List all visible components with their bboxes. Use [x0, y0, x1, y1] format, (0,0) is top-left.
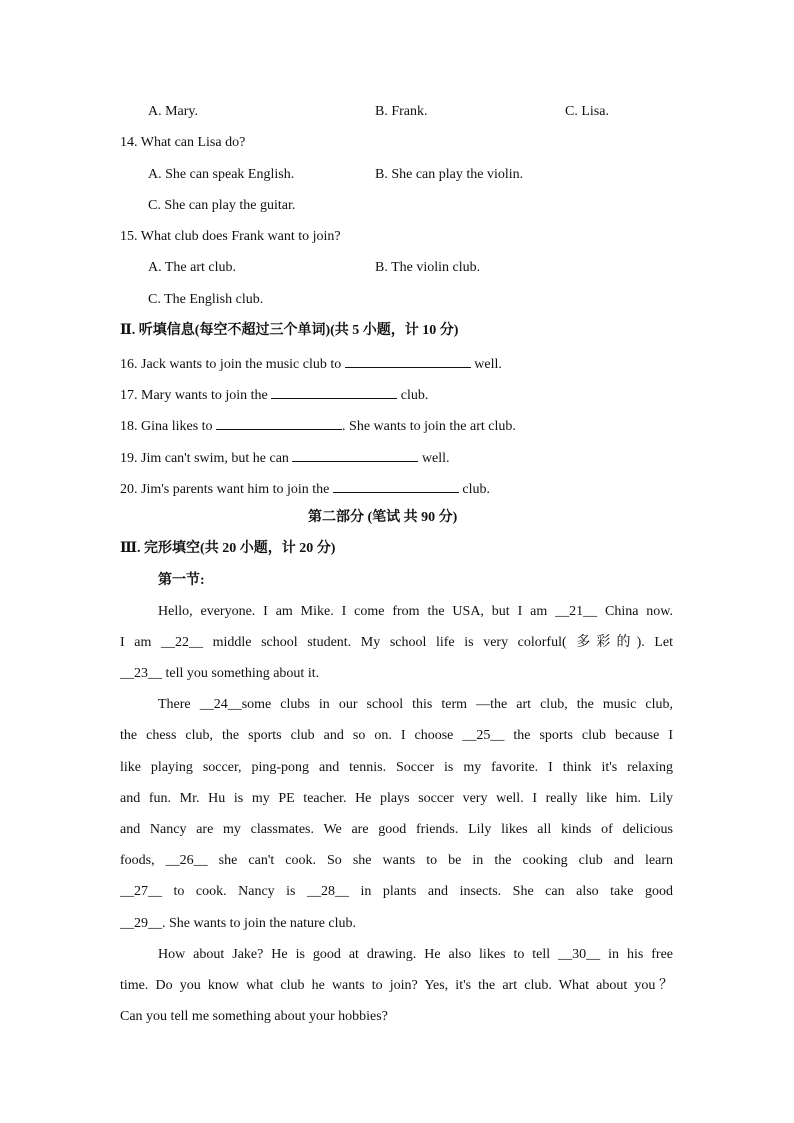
q20-text-before: 20. Jim's parents want him to join the	[120, 482, 330, 497]
q15-option-c: C. The English club.	[148, 292, 264, 307]
section-3-heading: Ⅲ. 完形填空(共 20 小题，计 20 分)	[120, 541, 336, 556]
q13-option-b: B. Frank.	[375, 104, 428, 119]
part-2-heading: 第二部分 (笔试 共 90 分)	[308, 510, 458, 525]
passage-line: and fun. Mr. Hu is my PE teacher. He plays soccer very well. I really like him. Lily	[120, 791, 673, 806]
passage-line: Hello, everyone. I am Mike. I come from the USA, but I am __21__ China now.	[158, 604, 673, 619]
q20-answer-blank[interactable]	[333, 478, 459, 493]
q19-text-after: well.	[421, 451, 450, 466]
q16-line	[120, 353, 502, 374]
q15-option-a: A. The art club.	[148, 260, 236, 275]
passage-line: How about Jake? He is good at drawing. He also likes to tell __30__ in his free	[158, 947, 673, 962]
passage-line: There __24__some clubs in our school this term —the art club, the music club,	[158, 697, 673, 712]
passage-line: __23__ tell you something about it.	[120, 666, 320, 681]
q16-text-before: 16. Jack wants to join the music club to	[120, 357, 342, 372]
q20-line	[120, 478, 490, 499]
q17-line	[120, 384, 428, 405]
q16-text-after: well.	[474, 357, 502, 372]
passage-line: foods, __26__ she can't cook. So she wants to be in the cooking club and learn	[120, 853, 673, 868]
passage-line: and Nancy are my classmates. We are good friends. Lily likes all kinds of delicious	[120, 822, 673, 837]
q19-line	[120, 447, 450, 468]
section-3-subheading: 第一节:	[158, 573, 205, 588]
passage-line: like playing soccer, ping-pong and tennis. Soccer is my favorite. I think it's relaxing	[120, 760, 673, 775]
passage-line: __29__. She wants to join the nature club.	[120, 916, 357, 931]
q19-text-before: 19. Jim can't swim, but he can	[120, 451, 289, 466]
q19-answer-blank[interactable]	[292, 447, 418, 462]
q14-option-b: B. She can play the violin.	[375, 167, 524, 182]
q14-option-a: A. She can speak English.	[148, 167, 295, 182]
q14-option-c: C. She can play the guitar.	[148, 198, 296, 213]
q17-text-before: 17. Mary wants to join the	[120, 388, 268, 403]
q14-stem: 14. What can Lisa do?	[120, 135, 246, 150]
section-2-heading: Ⅱ. 听填信息(每空不超过三个单词)(共 5 小题，计 10 分)	[120, 323, 459, 338]
q15-stem: 15. What club does Frank want to join?	[120, 229, 341, 244]
q13-option-c: C. Lisa.	[565, 104, 609, 119]
q17-text-after: club.	[400, 388, 429, 403]
q13-option-a: A. Mary.	[148, 104, 199, 119]
passage-line: Can you tell me something about your hobbies?	[120, 1009, 388, 1024]
q18-line	[120, 415, 516, 436]
q20-text-after: club.	[462, 482, 491, 497]
q18-text-before: 18. Gina likes to	[120, 419, 213, 434]
passage-line: the chess club, the sports club and so on. I choose __25__ the sports club because I	[120, 728, 673, 743]
q15-option-b: B. The violin club.	[375, 260, 481, 275]
passage-line: I am __22__ middle school student. My school life is very colorful( 多彩的). Let	[120, 635, 673, 650]
q16-answer-blank[interactable]	[345, 353, 471, 368]
q18-answer-blank[interactable]	[216, 415, 342, 430]
q18-text-after: . She wants to join the art club.	[342, 419, 516, 434]
q17-answer-blank[interactable]	[271, 384, 397, 399]
passage-line: __27__ to cook. Nancy is __28__ in plants and insects. She can also take good	[120, 884, 673, 899]
passage-line: time. Do you know what club he wants to join? Yes, it's the art club. What about you？	[120, 978, 673, 993]
